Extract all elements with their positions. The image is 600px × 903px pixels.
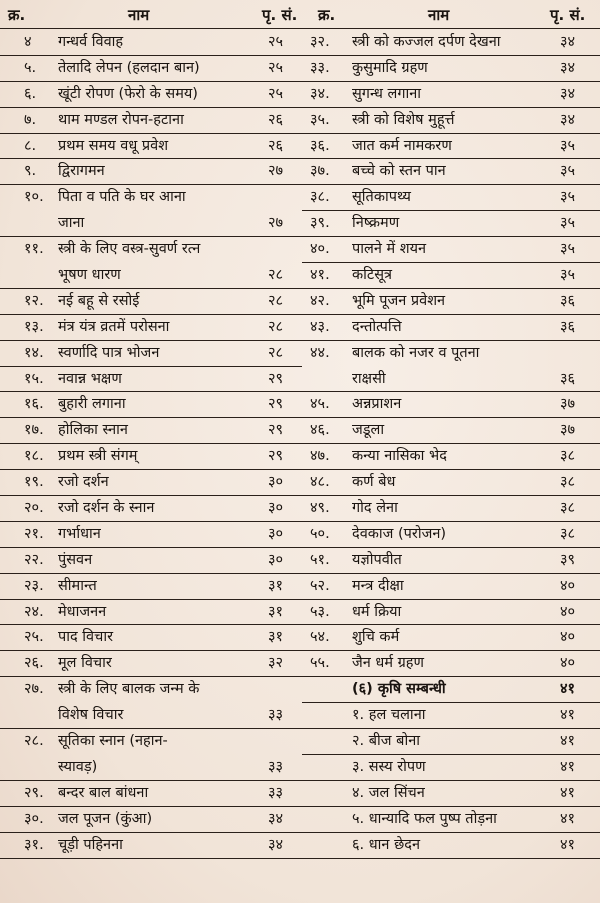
page-number: २९ — [268, 370, 284, 387]
page-number: ३३ — [268, 758, 284, 775]
page-number: २७ — [268, 163, 284, 180]
table-row — [302, 237, 600, 263]
serial-number: ५४. — [310, 629, 330, 646]
page-number: २९ — [268, 422, 284, 439]
page-number: ४१ — [560, 758, 576, 775]
serial-number: ३१. — [24, 836, 44, 853]
serial-number: ४१. — [310, 267, 330, 284]
page-number: ४० — [560, 577, 576, 594]
serial-number: ४२. — [310, 292, 330, 309]
page-number: २५ — [268, 34, 284, 50]
table-row — [0, 807, 302, 833]
table-row — [0, 703, 302, 729]
entry-name: प्रथम समय वधू प्रवेश — [58, 137, 169, 154]
entry-name: द्विरागमन — [58, 163, 105, 180]
entry-name: बुहारी लगाना — [58, 396, 126, 413]
table-row — [0, 263, 302, 289]
entry-name: गर्भाधान — [58, 525, 101, 542]
entry-name: ६. धान छेदन — [352, 836, 420, 853]
table-row — [302, 703, 600, 729]
table-row — [302, 56, 600, 82]
page-number: ३२ — [268, 655, 284, 672]
table-row — [302, 263, 600, 289]
table-row — [0, 211, 302, 237]
table-row — [0, 470, 302, 496]
table-row — [302, 30, 600, 56]
entry-name: स्वर्णादि पात्र भोजन — [58, 344, 160, 361]
serial-number: १८. — [24, 448, 44, 465]
entry-name: यज्ञोपवीत — [352, 551, 402, 568]
page-number: ३५ — [560, 163, 576, 180]
page-number: ३८ — [560, 448, 576, 465]
right-name-header: नाम — [428, 6, 450, 24]
table-row — [302, 315, 600, 341]
serial-number: २६. — [24, 655, 44, 672]
serial-number: ४०. — [310, 241, 330, 258]
table-row — [0, 367, 302, 393]
page-number: २८ — [268, 318, 284, 335]
serial-number: ४३. — [310, 318, 330, 335]
page-number: ३८ — [560, 500, 576, 517]
serial-number: १९. — [24, 474, 44, 491]
page-number: ३० — [268, 474, 284, 491]
entry-name: राक्षसी — [352, 370, 386, 387]
entry-name: ४. जल सिंचन — [352, 784, 425, 801]
page-number: ३४ — [560, 111, 576, 128]
serial-number: १३. — [24, 318, 44, 335]
table-row — [0, 600, 302, 626]
entry-name: जल पूजन (कुंआ) — [58, 810, 153, 827]
serial-number: ३८. — [310, 189, 330, 206]
page-number: ३६ — [560, 370, 576, 387]
entry-name: मूल विचार — [58, 655, 112, 672]
page-number: २५ — [268, 59, 284, 76]
entry-name: २. बीज बोना — [352, 733, 420, 750]
table-row — [0, 392, 302, 418]
serial-number: ५१. — [310, 551, 330, 568]
left-column — [0, 30, 302, 859]
serial-number: ५२. — [310, 577, 330, 594]
page-number: ३१ — [268, 603, 284, 620]
page-number: ३७ — [560, 422, 576, 439]
serial-number: ३०. — [24, 810, 44, 827]
table-row — [302, 522, 600, 548]
entry-name: सीमान्त — [58, 577, 97, 594]
serial-number: १०. — [24, 189, 44, 206]
serial-number: ३६. — [310, 137, 330, 154]
entry-name: भूषण धारण — [58, 267, 121, 284]
entry-name: कटिसूत्र — [352, 267, 393, 284]
page-number: ३१ — [268, 629, 284, 646]
entry-name: बालक को नजर व पूतना — [352, 344, 480, 361]
serial-number: ४ — [24, 34, 32, 50]
entry-name: थाम मण्डल रोपन-हटाना — [58, 111, 184, 128]
page-number: २९ — [268, 448, 284, 465]
page-number: ४० — [560, 629, 576, 646]
serial-number: ३७. — [310, 163, 330, 180]
page-number: ३० — [268, 500, 284, 517]
serial-number: १५. — [24, 370, 44, 387]
entry-name: स्त्री के लिए बालक जन्म के — [58, 681, 200, 698]
page-number: ३३ — [268, 784, 284, 801]
serial-number: ११. — [24, 241, 44, 258]
entry-name: मन्त्र दीक्षा — [352, 577, 404, 594]
page-number: ३० — [268, 525, 284, 542]
entry-name: ५. धान्यादि फल पुष्प तोड़ना — [352, 810, 497, 827]
table-row — [0, 651, 302, 677]
table-row — [0, 237, 302, 263]
page-number: ३५ — [560, 267, 576, 284]
page-number: ४१ — [560, 836, 576, 853]
entry-name: गोद लेना — [352, 500, 398, 517]
entry-name: देवकाज (परोजन) — [352, 525, 447, 542]
serial-number: ४७. — [310, 448, 330, 465]
entry-name: बन्दर बाल बांधना — [58, 784, 149, 801]
left-page-header: पृ. सं. — [262, 6, 298, 24]
page-number: ३५ — [560, 215, 576, 232]
entry-name: मेधाजनन — [58, 603, 107, 620]
entry-name: विशेष विचार — [58, 707, 124, 724]
entry-name: कुसुमादि ग्रहण — [352, 59, 428, 76]
serial-number: ३९. — [310, 215, 330, 232]
table-row — [302, 444, 600, 470]
page-number: ३५ — [560, 241, 576, 258]
table-row — [302, 159, 600, 185]
table-row — [0, 833, 302, 859]
entry-name: कर्ण बेध — [352, 474, 396, 491]
table-row — [0, 625, 302, 651]
entry-name: ३. सस्य रोपण — [352, 758, 426, 775]
serial-number: ६. — [24, 85, 37, 102]
table-row — [302, 392, 600, 418]
entry-name: सुगन्ध लगाना — [352, 85, 422, 102]
entry-name: निष्क्रमण — [352, 215, 400, 232]
page-number: ३४ — [560, 34, 576, 50]
serial-number: २५. — [24, 629, 44, 646]
page-number: ४० — [560, 655, 576, 672]
table-row — [0, 315, 302, 341]
table-row — [0, 134, 302, 160]
serial-number: २७. — [24, 681, 44, 698]
right-column — [302, 30, 600, 859]
table-row — [302, 677, 600, 703]
table-row — [302, 134, 600, 160]
table-row — [302, 185, 600, 211]
serial-number: २१. — [24, 525, 44, 542]
table-row — [302, 781, 600, 807]
serial-number: ४६. — [310, 422, 330, 439]
entry-name: शुचि कर्म — [352, 629, 400, 646]
serial-number: १७. — [24, 422, 44, 439]
serial-number: २२. — [24, 551, 44, 568]
page-number: ४० — [560, 603, 576, 620]
table-row — [302, 755, 600, 781]
table-row — [302, 651, 600, 677]
table-row — [302, 418, 600, 444]
table-row — [0, 677, 302, 703]
page-number: २८ — [268, 267, 284, 284]
serial-number: ४५. — [310, 396, 330, 413]
table-row — [0, 82, 302, 108]
table-row — [0, 30, 302, 56]
serial-number: ५. — [24, 59, 37, 76]
entry-name: स्त्री को कज्जल दर्पण देखना — [352, 34, 501, 50]
serial-number: ९. — [24, 163, 37, 180]
entry-name: धर्म क्रिया — [352, 603, 402, 620]
table-row — [302, 108, 600, 134]
table-row — [302, 548, 600, 574]
left-name-header: नाम — [128, 6, 150, 24]
serial-number: २४. — [24, 603, 44, 620]
page-number: ३० — [268, 551, 284, 568]
page-number: ३१ — [268, 577, 284, 594]
page-number: २५ — [268, 85, 284, 102]
right-page-header: पृ. सं. — [550, 6, 586, 24]
table-row — [302, 211, 600, 237]
table-row — [302, 625, 600, 651]
page-number: ३५ — [560, 189, 576, 206]
entry-name: (६) कृषि सम्बन्धी — [352, 681, 446, 698]
header-divider — [0, 28, 600, 29]
entry-name: खूंटी रोपण (फेरो के समय) — [58, 85, 198, 102]
table-row — [302, 82, 600, 108]
table-row — [0, 418, 302, 444]
page-number: ३६ — [560, 318, 576, 335]
table-row — [0, 496, 302, 522]
table-row — [302, 600, 600, 626]
serial-number: २०. — [24, 500, 44, 517]
entry-name: जात कर्म नामकरण — [352, 137, 452, 154]
table-row — [0, 729, 302, 755]
serial-number: ४९. — [310, 500, 330, 517]
page-number: ३७ — [560, 396, 576, 413]
table-row — [0, 108, 302, 134]
serial-number: ४८. — [310, 474, 330, 491]
table-row — [302, 470, 600, 496]
table-row — [302, 289, 600, 315]
page-number: २६ — [268, 111, 284, 128]
page-number: २७ — [268, 215, 284, 232]
page-number: ३३ — [268, 707, 284, 724]
page-number: ३८ — [560, 474, 576, 491]
page-number: ३४ — [268, 836, 284, 853]
page-number: २८ — [268, 344, 284, 361]
table-row — [0, 755, 302, 781]
serial-number: ५३. — [310, 603, 330, 620]
entry-name: बच्चे को स्तन पान — [352, 163, 446, 180]
entry-name: सूतिकापथ्य — [352, 189, 411, 206]
serial-number: २९. — [24, 784, 44, 801]
table-row — [0, 289, 302, 315]
table-row — [302, 807, 600, 833]
page-number: २६ — [268, 137, 284, 154]
entry-name: मंत्र यंत्र व्रतमें परोसना — [58, 318, 170, 335]
table-row — [0, 781, 302, 807]
entry-name: होलिका स्नान — [58, 422, 128, 439]
entry-name: पिता व पति के घर आना — [58, 189, 186, 206]
page-number: २८ — [268, 292, 284, 309]
page-number: ३८ — [560, 525, 576, 542]
entry-name: चूड़ी पहिनना — [58, 836, 123, 853]
page-number: ४१ — [560, 733, 576, 750]
entry-name: पुंसवन — [58, 551, 93, 568]
entry-name: रजो दर्शन के स्नान — [58, 500, 155, 517]
entry-name: जडूला — [352, 422, 385, 439]
table-row — [302, 367, 600, 393]
page-number: ४१ — [560, 784, 576, 801]
entry-name: स्त्री के लिए वस्त्र-सुवर्ण रत्न — [58, 241, 201, 258]
entry-name: भूमि पूजन प्रवेशन — [352, 292, 446, 309]
page-number: ३४ — [560, 85, 576, 102]
entry-name: जाना — [58, 215, 85, 232]
table-row — [302, 496, 600, 522]
serial-number: १२. — [24, 292, 44, 309]
serial-number: ५५. — [310, 655, 330, 672]
entry-name: कन्या नासिका भेद — [352, 448, 447, 465]
table-row — [302, 729, 600, 755]
entry-name: अन्नप्राशन — [352, 396, 402, 413]
serial-number: ३३. — [310, 59, 330, 76]
left-sn-header: क्र. — [8, 6, 26, 24]
entry-name: प्रथम स्त्री संगम् — [58, 448, 138, 465]
table-row — [0, 548, 302, 574]
table-row — [0, 159, 302, 185]
serial-number: ८. — [24, 137, 37, 154]
serial-number: ४४. — [310, 344, 330, 361]
table-row — [0, 185, 302, 211]
serial-number: ३४. — [310, 85, 330, 102]
serial-number: ५०. — [310, 525, 330, 542]
table-header — [0, 0, 600, 28]
entry-name: स्यावड़) — [58, 758, 98, 775]
entry-name: १. हल चलाना — [352, 707, 426, 724]
entry-name: पाद विचार — [58, 629, 114, 646]
entry-name: तेलादि लेपन (हलदान बान) — [58, 59, 200, 76]
entry-name: नवान्न भक्षण — [58, 370, 122, 387]
page-number: ३६ — [560, 292, 576, 309]
page-number: २९ — [268, 396, 284, 413]
page-number: ३४ — [560, 59, 576, 76]
page-number: ४१ — [560, 707, 576, 724]
table-row — [0, 444, 302, 470]
table-row — [302, 574, 600, 600]
table-row — [302, 833, 600, 859]
entry-name: रजो दर्शन — [58, 474, 109, 491]
entry-name: स्त्री को विशेष मुहूर्त्त — [352, 111, 455, 128]
entry-name: पालने में शयन — [352, 241, 427, 258]
serial-number: १६. — [24, 396, 44, 413]
table-row — [302, 341, 600, 367]
page-number: ३९ — [560, 551, 576, 568]
page-number: ३४ — [268, 810, 284, 827]
right-sn-header: क्र. — [318, 6, 336, 24]
table-row — [0, 341, 302, 367]
serial-number: ७. — [24, 111, 37, 128]
entry-name: गन्धर्व विवाह — [58, 34, 124, 50]
serial-number: ३२. — [310, 34, 330, 50]
entry-name: जैन धर्म ग्रहण — [352, 655, 424, 672]
page-number: ३५ — [560, 137, 576, 154]
serial-number: २८. — [24, 733, 44, 750]
entry-name: सूतिका स्नान (नहान- — [58, 733, 168, 750]
serial-number: ३५. — [310, 111, 330, 128]
table-row — [0, 56, 302, 82]
serial-number: १४. — [24, 344, 44, 361]
page-number: ४१ — [560, 810, 576, 827]
entry-name: नई बहू से रसोई — [58, 292, 140, 309]
table-row — [0, 574, 302, 600]
table-row — [0, 522, 302, 548]
serial-number: २३. — [24, 577, 44, 594]
entry-name: दन्तोत्पत्ति — [352, 318, 402, 335]
page-number: ४१ — [560, 681, 576, 698]
